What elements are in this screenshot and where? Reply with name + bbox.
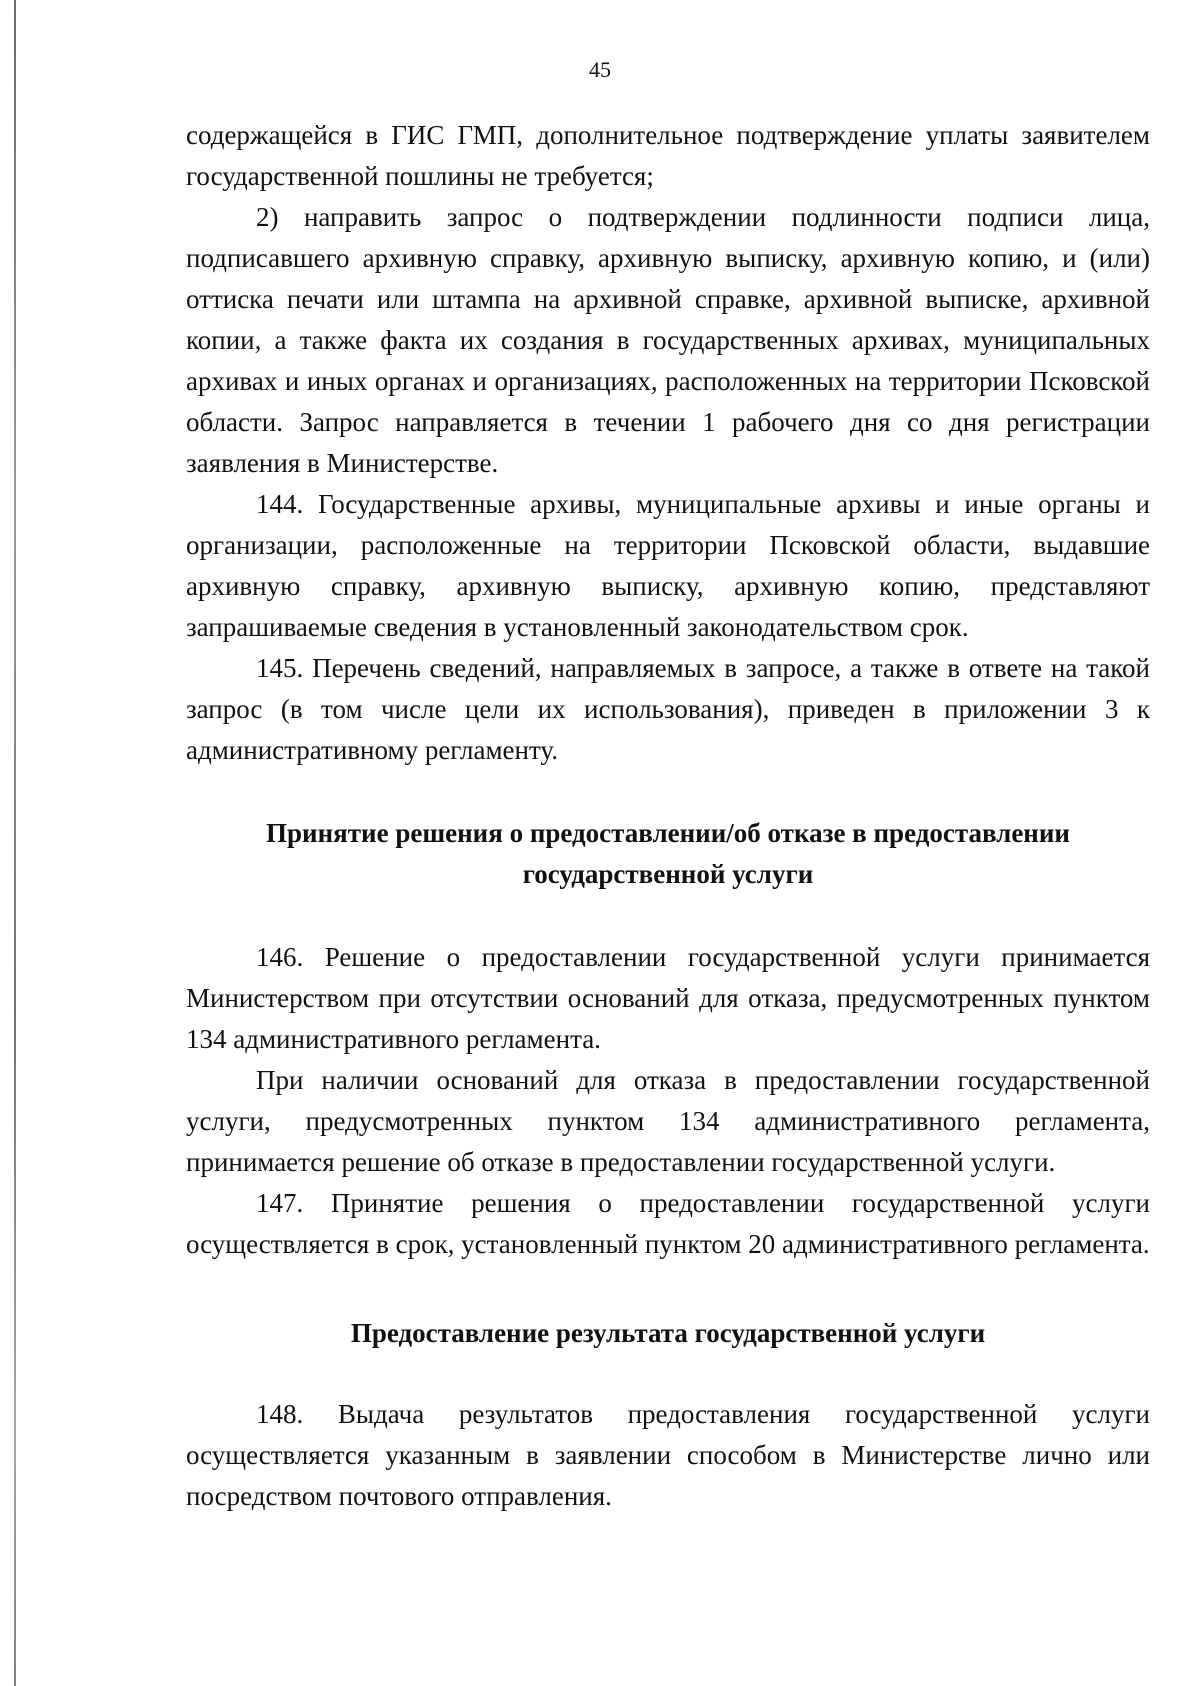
paragraph-item-2: 2) направить запрос о подтверждении подлинности подписи лица, подписавшего архивную справку, архивную выписку, архивную копию, и (или) оттиска печати или штампа на архивной справке, архивной выписке, архивной копии, а также факта их создания в государственных архивах, муниципальных архивах и иных органах и организациях, расположенных на территории Псковской области. Запрос направляется в течении 1 рабочего дня со дня регистрации заявления в Министерстве. [186,202,1150,478]
page-number: 45 [589,57,611,82]
paragraph-145: 145. Перечень сведений, направляемых в запросе, а также в ответе на такой запрос (в том числе цели их использования), приведен в приложении 3 к административному регламенту. [186,653,1150,765]
paragraph-146-refusal: При наличии оснований для отказа в предоставлении государственной услуги, предусмотренных пунктом 134 административного регламента, принимается решение об отказе в предоставлении государственной услуги. [186,1065,1150,1177]
section-heading-decision-line2: государственной услуги [522,859,814,889]
paragraph-144: 144. Государственные архивы, муниципальные архивы и иные органы и организации, расположенные на территории Псковской области, выдавшие архивную справку, архивную выписку, архивную копию, представляют запрашиваемые сведения в установленный законодательством срок. [186,489,1150,642]
scan-edge-line [14,0,16,1686]
paragraph-continuation: содержащейся в ГИС ГМП, дополнительное подтверждение уплаты заявителем государственной пошлины не требуется; [186,120,1150,191]
paragraph-147: 147. Принятие решения о предоставлении государственной услуги осуществляется в срок, установленный пунктом 20 административного регламента. [186,1188,1150,1259]
section-heading-decision-line1: Принятие решения о предоставлении/об отказе в предоставлении [266,818,1070,848]
paragraph-146: 146. Решение о предоставлении государственной услуги принимается Министерством при отсутствии оснований для отказа, предусмотренных пунктом 134 административного регламента. [186,942,1150,1054]
section-heading-decision [186,813,1150,895]
paragraph-148: 148. Выдача результатов предоставления государственной услуги осуществляется указанным в заявлении способом в Министерстве лично или посредством почтового отправления. [186,1399,1150,1511]
document-body [186,115,1150,1517]
section-heading-result: Предоставление результата государственной услуги [350,1318,986,1348]
